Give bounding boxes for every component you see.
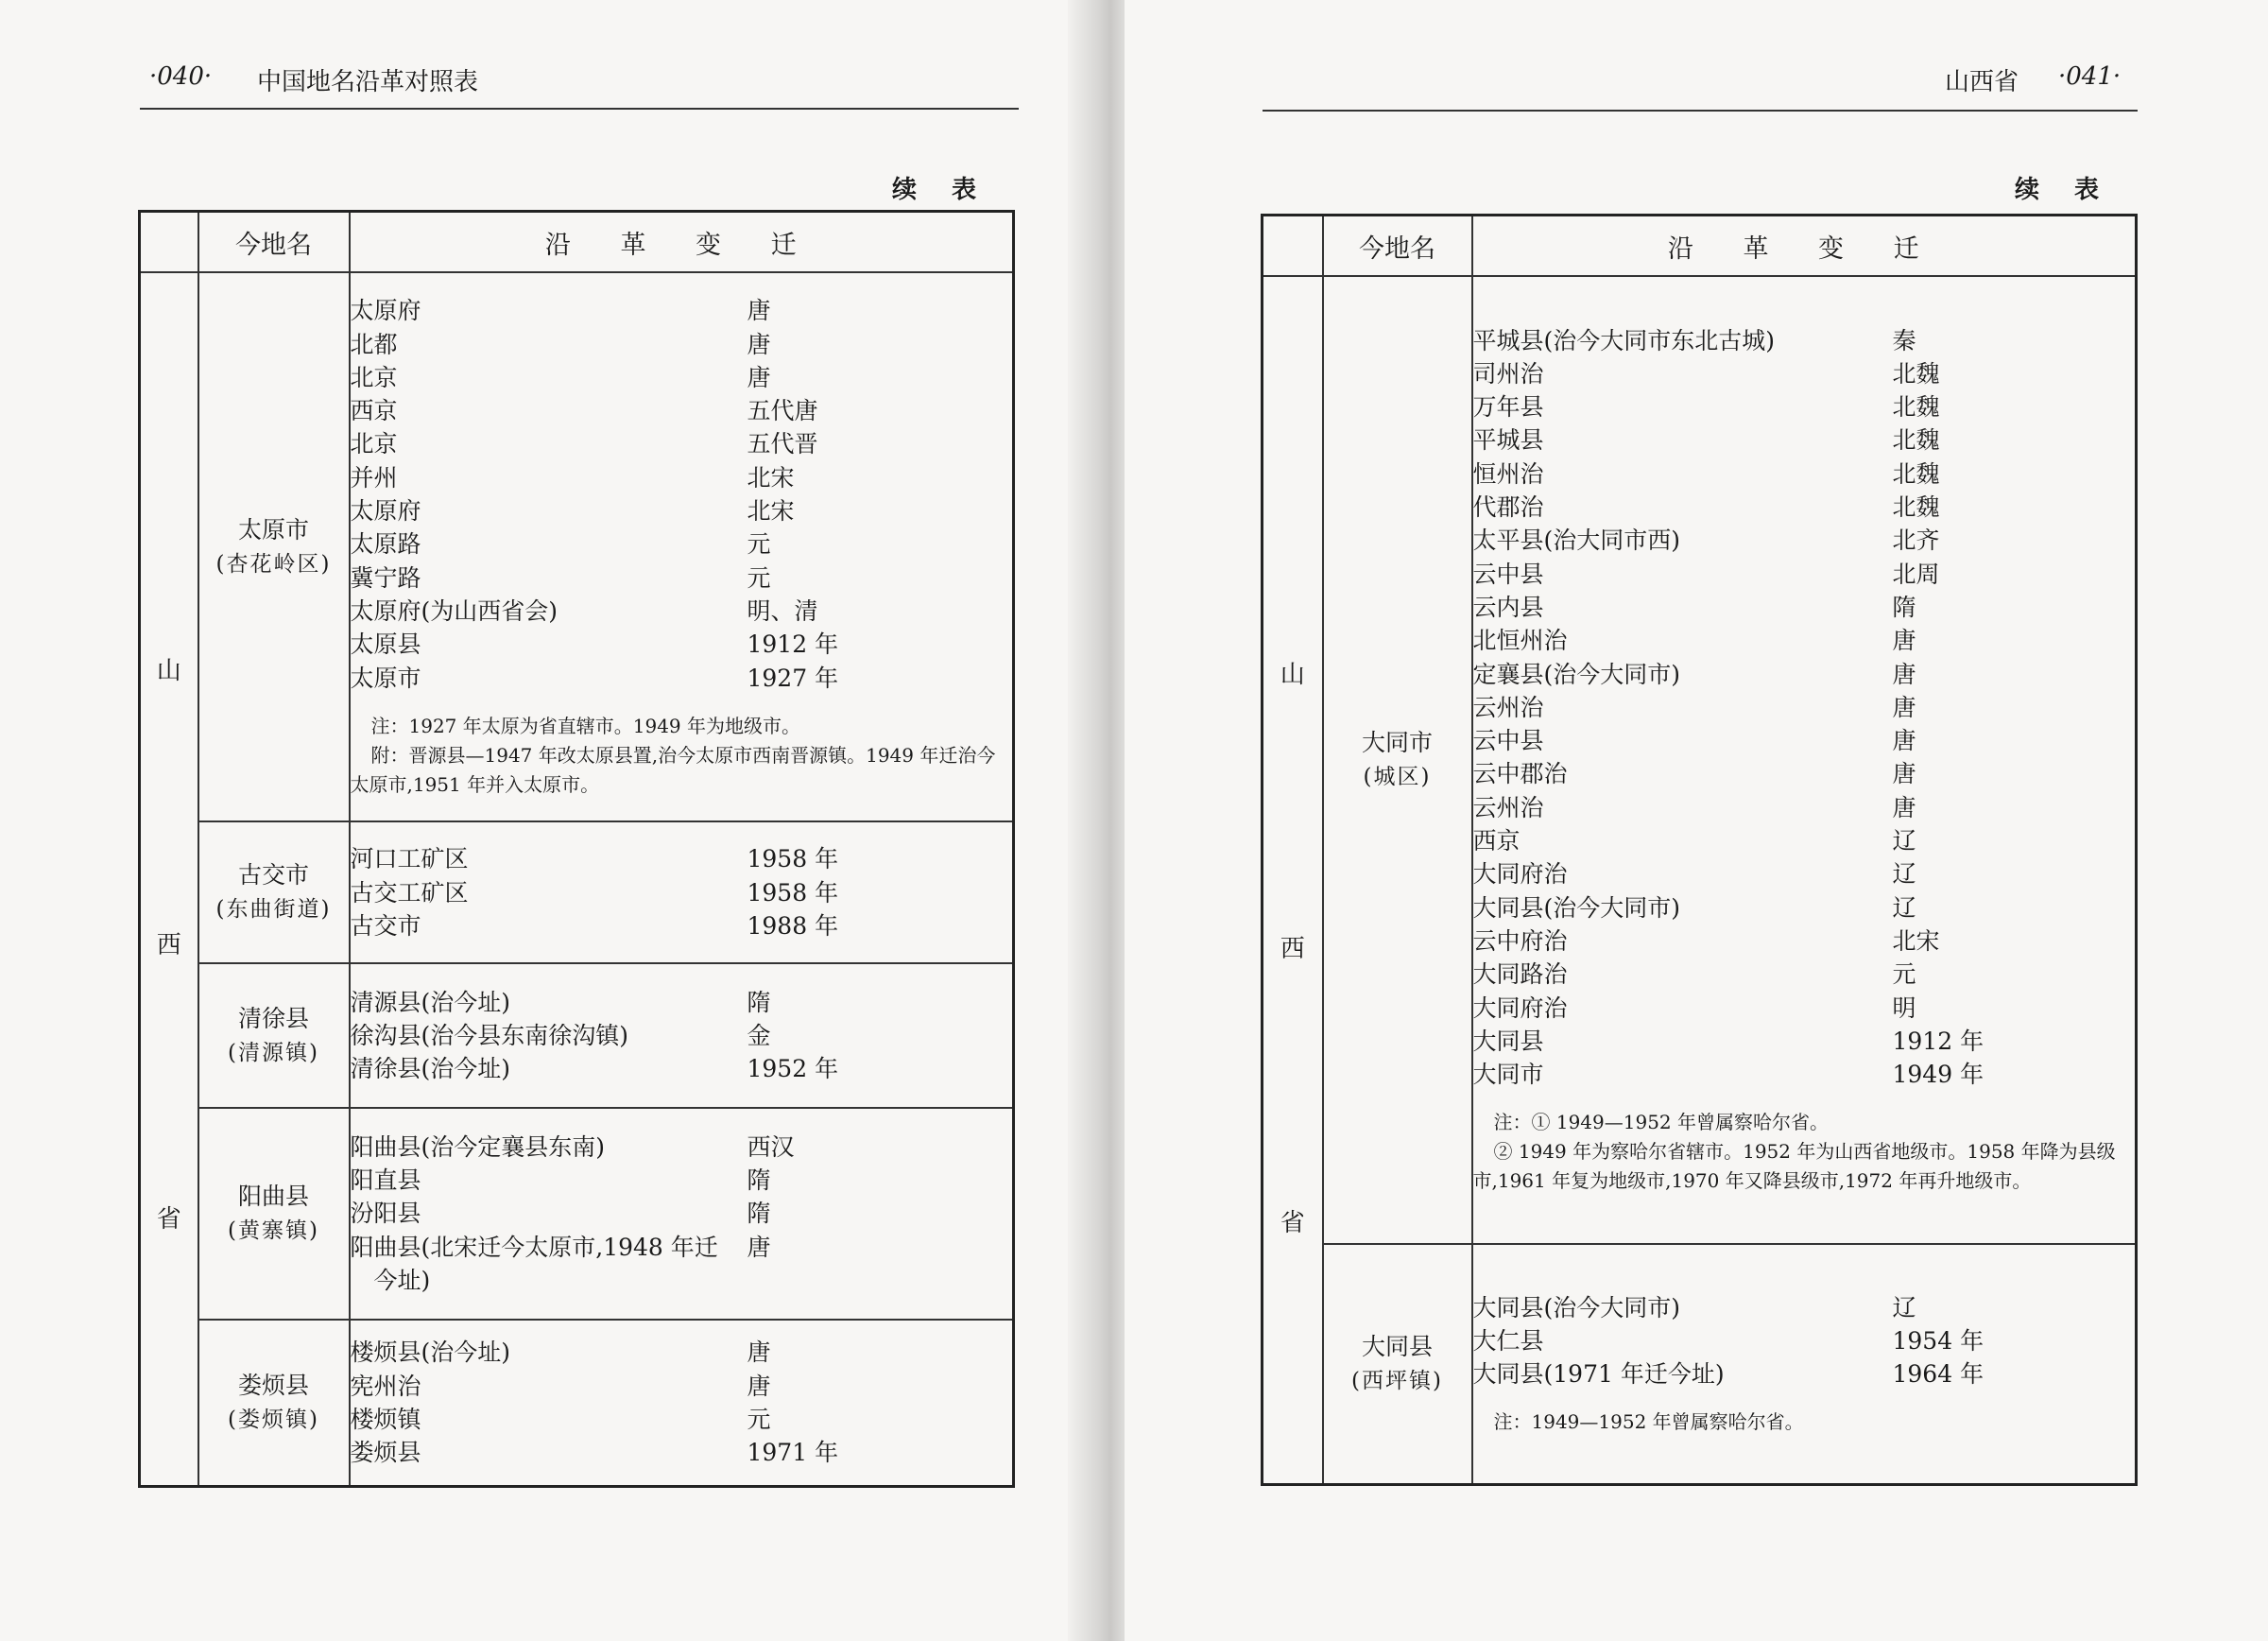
header-name: 今地名 — [198, 212, 350, 273]
historical-era: 1964 年 — [1892, 1360, 1984, 1389]
right-province-title: 山西省 — [1945, 68, 2019, 96]
historical-name: 定襄县(治今大同市) — [1472, 660, 1681, 688]
right-continued-label: 续 表 — [2015, 176, 2113, 204]
historical-name: 万年县 — [1472, 393, 1544, 422]
historical-era: 辽 — [1892, 860, 1916, 889]
history-entry — [1473, 791, 2136, 824]
history-list — [351, 1336, 1013, 1469]
historical-era: 北魏 — [1892, 459, 1940, 488]
historical-name: 太原市 — [350, 664, 421, 692]
table-row — [1263, 1244, 2137, 1485]
historical-name: 古交工矿区 — [350, 878, 469, 907]
table-note — [1473, 1408, 2136, 1437]
historical-name: 北京 — [350, 363, 398, 391]
table-row — [140, 963, 1014, 1107]
historical-name: 云中县 — [1472, 727, 1544, 755]
place-name: 大同市 — [1361, 729, 1433, 756]
history-entry — [1473, 857, 2136, 890]
history-entry — [351, 527, 1013, 561]
history-entry — [351, 1231, 1013, 1264]
history-entry — [351, 461, 1013, 494]
place-name-cell — [1323, 1244, 1472, 1485]
place-seat: (西坪镇) — [1351, 1369, 1443, 1393]
historical-name: 大同县(治今大同市) — [1472, 893, 1681, 922]
place-name: 大同县 — [1361, 1333, 1433, 1360]
historical-era: 北魏 — [1892, 426, 1940, 455]
history-entry — [1473, 423, 2136, 457]
historical-era: 元 — [747, 530, 771, 559]
history-entry — [1473, 724, 2136, 757]
historical-name: 北恒州治 — [1472, 627, 1568, 655]
history-list — [1473, 324, 2136, 1092]
place-seat: (清源镇) — [228, 1040, 319, 1065]
history-entry — [351, 328, 1013, 361]
history-entry — [1473, 624, 2136, 657]
place-seat: (东曲街道) — [215, 897, 332, 923]
history-entry — [1473, 891, 2136, 924]
historical-era: 北周 — [1892, 560, 1940, 588]
history-entry — [351, 595, 1013, 628]
place-seat: (娄烦镇) — [228, 1408, 319, 1433]
right-history-table — [1261, 214, 2138, 1486]
table-row — [1263, 276, 2137, 1244]
historical-era: 北魏 — [1892, 359, 1940, 388]
historical-era: 辽 — [1892, 1293, 1916, 1321]
history-cell — [1472, 276, 2137, 1244]
left-history-table — [138, 210, 1015, 1488]
note-line: 注：1927 年太原为省直辖市。1949 年为地级市。 — [370, 714, 801, 737]
historical-name: 太原府 — [350, 497, 421, 526]
historical-era: 五代唐 — [747, 397, 818, 425]
historical-era: 唐 — [747, 1372, 771, 1400]
historical-name: 楼烦县(治今址) — [350, 1339, 511, 1367]
province-char: 西 — [1280, 935, 1305, 963]
historical-name: 恒州治 — [1472, 459, 1544, 488]
history-entry — [1473, 691, 2136, 724]
header-changes: 沿 革 变 迁 — [350, 212, 1014, 273]
history-entry — [351, 662, 1013, 695]
place-seat: (城区) — [1363, 765, 1432, 789]
header-name: 今地名 — [1323, 216, 1472, 277]
history-entry — [351, 494, 1013, 527]
history-list — [351, 1131, 1013, 1297]
historical-name: 云中郡治 — [1472, 760, 1568, 788]
historical-name: 太原府(为山西省会) — [350, 596, 558, 625]
history-entry — [351, 394, 1013, 427]
historical-name: 云内县 — [1472, 593, 1544, 621]
left-header-rule — [140, 108, 1019, 110]
historical-era: 唐 — [747, 1339, 771, 1367]
history-entry — [351, 1436, 1013, 1469]
historical-era: 明、清 — [747, 596, 818, 625]
province-chars — [1263, 277, 1322, 1483]
historical-era: 隋 — [747, 1200, 771, 1228]
province-char: 山 — [1280, 661, 1305, 689]
history-entry — [351, 1131, 1013, 1164]
historical-name: 古交市 — [350, 911, 421, 940]
history-entry — [351, 361, 1013, 394]
historical-era: 唐 — [1892, 627, 1916, 655]
historical-era: 辽 — [1892, 893, 1916, 922]
historical-era: 明 — [1892, 993, 1916, 1022]
history-list — [351, 294, 1013, 695]
history-cell — [350, 963, 1014, 1107]
historical-name: 北都 — [350, 330, 398, 358]
historical-era: 隋 — [747, 988, 771, 1016]
history-entry — [1473, 658, 2136, 691]
province-column — [1263, 276, 1323, 1485]
historical-name: 楼烦镇 — [350, 1406, 421, 1434]
historical-name: 大同县(治今大同市) — [1472, 1293, 1681, 1321]
place-name: 古交市 — [237, 861, 309, 890]
historical-name: 汾阳县 — [350, 1200, 421, 1228]
history-list — [351, 842, 1013, 942]
history-entry — [351, 561, 1013, 595]
place-name-cell — [198, 963, 350, 1107]
historical-era: 北宋 — [747, 463, 795, 492]
history-entry — [1473, 1291, 2136, 1324]
history-entry — [351, 986, 1013, 1019]
historical-name: 清源县(治今址) — [350, 988, 511, 1016]
historical-era: 唐 — [747, 297, 771, 325]
historical-era: 唐 — [1892, 727, 1916, 755]
right-header-rule — [1263, 110, 2138, 112]
history-entry — [351, 1197, 1013, 1230]
historical-era: 北魏 — [1892, 493, 1940, 522]
history-entry — [1473, 390, 2136, 423]
history-cell — [1472, 1244, 2137, 1485]
history-entry — [1473, 491, 2136, 524]
historical-name: 大同市 — [1472, 1061, 1544, 1089]
history-entry — [1473, 357, 2136, 390]
historical-name: 云州治 — [1472, 793, 1544, 821]
historical-name: 大同县 — [1472, 1027, 1544, 1055]
historical-name: 云中府治 — [1472, 926, 1568, 955]
history-entry — [351, 1019, 1013, 1052]
history-entry — [351, 294, 1013, 327]
history-entry — [1473, 992, 2136, 1025]
place-name-cell — [198, 272, 350, 821]
historical-name: 太平县(治大同市西) — [1472, 527, 1681, 555]
table-row — [140, 272, 1014, 821]
historical-name: 宪州治 — [350, 1372, 421, 1400]
historical-era: 辽 — [1892, 827, 1916, 855]
history-cell — [350, 1320, 1014, 1486]
historical-era: 北魏 — [1892, 393, 1940, 422]
history-entry — [1473, 1025, 2136, 1058]
historical-name: 并州 — [350, 463, 398, 492]
history-entry — [1473, 1357, 2136, 1391]
historical-name: 徐沟县(治今县东南徐沟镇) — [350, 1021, 629, 1049]
historical-name: 大同府治 — [1472, 860, 1568, 889]
historical-name: 大同路治 — [1472, 960, 1568, 989]
history-entry — [1473, 924, 2136, 958]
historical-era: 元 — [747, 1406, 771, 1434]
note-line: 注：1949—1952 年曾属察哈尔省。 — [1493, 1410, 1804, 1434]
historical-era: 秦 — [1892, 326, 1916, 354]
historical-name: 云中县 — [1472, 560, 1544, 588]
historical-era: 元 — [747, 563, 771, 592]
place-seat: (黄寨镇) — [228, 1218, 319, 1243]
history-entry — [351, 1264, 1013, 1297]
historical-era: 唐 — [1892, 760, 1916, 788]
historical-name: 北京 — [350, 430, 398, 458]
historical-name: 司州治 — [1472, 359, 1544, 388]
historical-name: 今址) — [350, 1266, 431, 1294]
historical-era: 北宋 — [1892, 926, 1940, 955]
place-name: 太原市 — [237, 515, 309, 544]
historical-era: 金 — [747, 1021, 771, 1049]
historical-name: 娄烦县 — [350, 1439, 421, 1467]
historical-era: 唐 — [747, 330, 771, 358]
historical-era: 唐 — [1892, 793, 1916, 821]
history-entry — [1473, 757, 2136, 790]
historical-era: 唐 — [1892, 693, 1916, 721]
historical-era: 唐 — [1892, 660, 1916, 688]
note-line: 注：① 1949—1952 年曾属察哈尔省。 — [1493, 1111, 1830, 1134]
historical-era: 1912 年 — [747, 630, 839, 659]
historical-era: 西汉 — [747, 1132, 795, 1161]
history-cell — [350, 821, 1014, 963]
province-chars — [141, 273, 198, 1485]
note-line: ② 1949 年为察哈尔省辖市。1952 年为山西省地级市。1958 年降为县级市,1961 年复为地级市,1970 年又降县级市,1972 年再升地级市。 — [1472, 1140, 2116, 1193]
history-entry — [351, 909, 1013, 942]
history-entry — [351, 1370, 1013, 1403]
historical-era: 隋 — [747, 1166, 771, 1194]
header-changes: 沿 革 变 迁 — [1472, 216, 2137, 277]
historical-era: 北宋 — [747, 497, 795, 526]
left-continued-label: 续 表 — [892, 176, 990, 204]
historical-name: 阳曲县(北宋迁今太原市,1948 年迁 — [350, 1233, 718, 1261]
historical-era: 元 — [1892, 960, 1916, 989]
history-entry — [351, 842, 1013, 875]
historical-name: 大同县(1971 年迁今址) — [1472, 1360, 1725, 1389]
table-note — [351, 712, 1013, 800]
historical-name: 西京 — [350, 397, 398, 425]
history-entry — [1473, 324, 2136, 357]
table-row — [140, 821, 1014, 963]
place-name-cell — [198, 821, 350, 963]
historical-era: 1912 年 — [1892, 1027, 1984, 1055]
historical-name: 平城县 — [1472, 426, 1544, 455]
historical-name: 阳曲县(治今定襄县东南) — [350, 1132, 606, 1161]
province-column — [140, 272, 198, 1487]
header-blank — [140, 212, 198, 273]
history-entry — [351, 628, 1013, 661]
historical-era: 1949 年 — [1892, 1061, 1984, 1089]
table-header-row — [1263, 216, 2137, 277]
history-entry — [1473, 524, 2136, 557]
left-book-title: 中国地名沿革对照表 — [257, 68, 479, 96]
history-entry — [351, 1164, 1013, 1197]
history-entry — [1473, 1324, 2136, 1357]
history-cell — [350, 272, 1014, 821]
history-cell — [350, 1108, 1014, 1320]
right-page-number: ·041· — [2058, 62, 2122, 91]
history-entry — [1473, 958, 2136, 991]
historical-name: 冀宁路 — [350, 563, 421, 592]
history-entry — [1473, 558, 2136, 591]
historical-era: 北齐 — [1892, 527, 1940, 555]
historical-name: 大同府治 — [1472, 993, 1568, 1022]
table-note — [1473, 1108, 2136, 1196]
historical-name: 平城县(治今大同市东北古城) — [1472, 326, 1776, 354]
history-entry — [1473, 1058, 2136, 1091]
history-entry — [1473, 591, 2136, 624]
history-entry — [1473, 458, 2136, 491]
historical-era: 1958 年 — [747, 878, 839, 907]
left-page-number: ·040· — [149, 62, 213, 91]
historical-era: 1958 年 — [747, 845, 839, 873]
historical-era: 唐 — [747, 363, 771, 391]
history-entry — [351, 1052, 1013, 1085]
historical-name: 河口工矿区 — [350, 845, 469, 873]
table-header-row — [140, 212, 1014, 273]
province-char: 省 — [156, 1205, 181, 1234]
note-line: 附：晋源县—1947 年改太原县置,治今太原市西南晋源镇。1949 年迁治今太原市,1951 年并入太原市。 — [350, 743, 996, 796]
place-name: 娄烦县 — [237, 1372, 309, 1400]
historical-name: 太原县 — [350, 630, 421, 659]
historical-name: 清徐县(治今址) — [350, 1055, 511, 1083]
historical-name: 太原路 — [350, 530, 421, 559]
historical-era: 隋 — [1892, 593, 1916, 621]
place-name-cell — [198, 1108, 350, 1320]
historical-era: 唐 — [747, 1233, 771, 1261]
historical-era: 1952 年 — [747, 1055, 839, 1083]
historical-name: 代郡治 — [1472, 493, 1544, 522]
historical-name: 大仁县 — [1472, 1326, 1544, 1355]
historical-name: 西京 — [1472, 827, 1521, 855]
province-char: 山 — [156, 657, 181, 685]
historical-name: 阳直县 — [350, 1166, 421, 1194]
history-entry — [351, 876, 1013, 909]
place-name: 清徐县 — [237, 1004, 309, 1032]
historical-era: 1971 年 — [747, 1439, 839, 1467]
table-row — [140, 1320, 1014, 1486]
historical-era: 五代晋 — [747, 430, 818, 458]
place-name-cell — [1323, 276, 1472, 1244]
place-seat: (杏花岭区) — [215, 551, 332, 577]
place-name-cell — [198, 1320, 350, 1486]
historical-era: 1988 年 — [747, 911, 839, 940]
header-blank — [1263, 216, 1323, 277]
province-char: 省 — [1280, 1209, 1305, 1237]
historical-era: 1927 年 — [747, 664, 839, 692]
table-row — [140, 1108, 1014, 1320]
place-name: 阳曲县 — [237, 1182, 309, 1210]
province-char: 西 — [156, 931, 181, 959]
historical-era: 1954 年 — [1892, 1326, 1984, 1355]
history-list — [1473, 1291, 2136, 1391]
history-entry — [1473, 824, 2136, 857]
history-entry — [351, 427, 1013, 460]
historical-name: 太原府 — [350, 297, 421, 325]
history-entry — [351, 1403, 1013, 1436]
historical-name: 云州治 — [1472, 693, 1544, 721]
history-entry — [351, 1336, 1013, 1369]
history-list — [351, 986, 1013, 1086]
